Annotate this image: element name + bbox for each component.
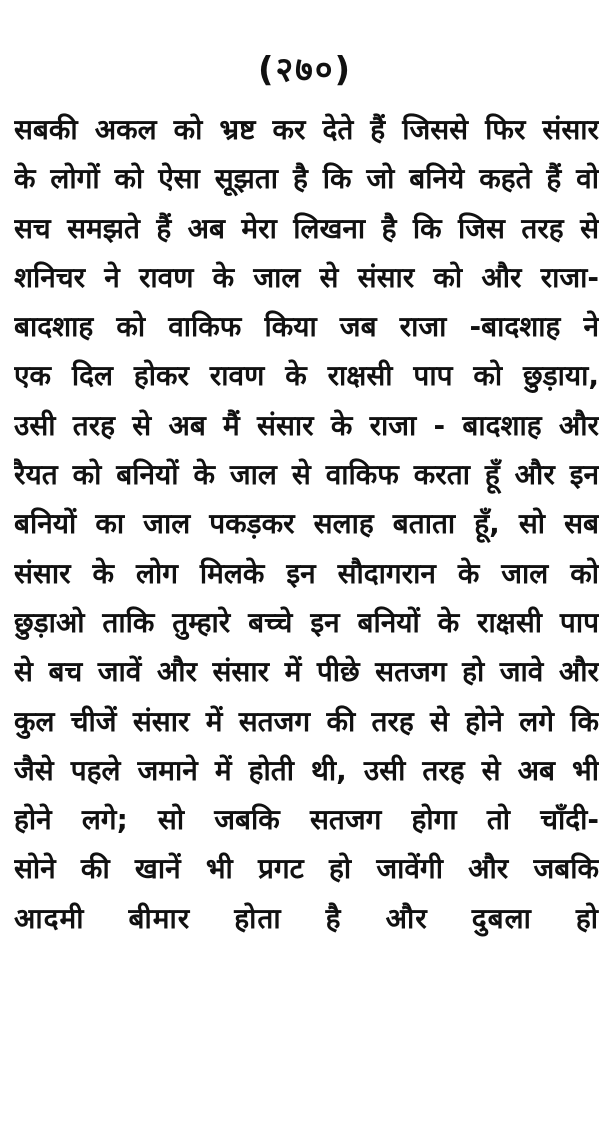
text-line: उसी तरह से अब मैं संसार के राजा - बादशाह और: [14, 408, 599, 442]
text-line: सबकी अकल को भ्रष्ट कर देते हैं जिससे फिर संसार: [14, 113, 599, 146]
text-line: आदमी बीमार होता है और दुबला हो: [14, 901, 599, 935]
text-line: बादशाह को वाकिफ किया जब राजा -बादशाह ने: [14, 310, 599, 344]
text-line: सोने की खानें भी प्रगट हो जावेंगी और जबकि: [14, 852, 599, 886]
text-line: एक दिल होकर रावण के राक्षसी पाप को छुड़ाया,: [14, 359, 599, 393]
text-line: सच समझते हैं अब मेरा लिखना है कि जिस तरह से: [14, 211, 599, 245]
text-line: शनिचर ने रावण के जाल से संसार को और राजा-: [14, 260, 599, 294]
text-line: बनियों का जाल पकड़कर सलाह बताता हूँ, सो सब: [14, 507, 599, 541]
text-line: संसार के लोग मिलके इन सौदागरान के जाल को: [14, 556, 599, 590]
text-line: होने लगे; सो जबकि सतजग होगा तो चाँदी-: [14, 803, 599, 837]
text-line: से बच जावें और संसार में पीछे सतजग हो जावे और: [14, 655, 599, 689]
text-line: कुल चीजें संसार में सतजग की तरह से होने लगे कि: [14, 704, 599, 738]
page-number: (२७०): [257, 50, 353, 90]
text-line: जैसे पहले जमाने में होती थी, उसी तरह से अब भी: [14, 753, 599, 787]
text-line: के लोगों को ऐसा सूझता है कि जो बनिये कहते हैं वो: [14, 162, 599, 196]
body-text: [14, 105, 599, 943]
text-line: छुड़ाओ ताकि तुम्हारे बच्चे इन बनियों के राक्षसी पाप: [14, 605, 599, 639]
text-line: रैयत को बनियों के जाल से वाकिफ करता हूँ और इन: [14, 458, 599, 492]
